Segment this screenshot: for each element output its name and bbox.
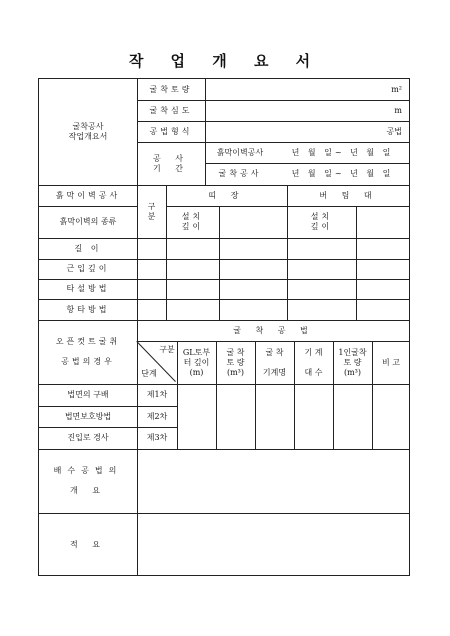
row-piling-method-label: 항타방법	[66, 304, 110, 314]
machine-count-header: 기 계 대 수	[304, 347, 323, 377]
open-cut-section-label: 오픈컷트굴취 공법의경우	[55, 337, 121, 366]
excavation-volume-header: 굴 착 토 량 (m³)	[226, 347, 245, 377]
slope-gradient-label: 법면의 구배	[67, 390, 109, 399]
excavation-volume-unit: m²	[391, 84, 402, 94]
wale-install-depth: 설치 깊이	[181, 212, 204, 231]
stage-header: 단계	[141, 369, 157, 378]
gubun-label: 구 분	[147, 201, 156, 221]
retaining-type-label: 흙막이벽의 종류	[59, 217, 117, 226]
excavation-section-label: 굴착공사 작업개요서	[68, 122, 108, 141]
per-person-volume-header: 1인굴착 토 량 (m³)	[338, 347, 367, 377]
construction-period-label: 공 사 기 간	[153, 153, 189, 173]
excavator-name-header: 굴 착 기계명	[262, 347, 287, 377]
row-length-label: 길 이	[74, 243, 102, 253]
depth-from-gl-header: GL토부 터 깊이 (m)	[182, 347, 211, 377]
excavation-depth-unit: m	[394, 105, 402, 115]
excavation-depth-label: 굴착심도	[149, 105, 193, 115]
period-excavation-label: 굴착공사	[218, 169, 262, 178]
strut-header: 버 팀 대	[319, 190, 378, 200]
stage-2-label: 제2차	[146, 411, 168, 421]
wale-header: 띠 장	[208, 190, 245, 200]
drainage-method-label: 배수공법의 개 요	[53, 466, 123, 495]
row-placement-method-label: 타설방법	[66, 284, 110, 293]
strut-install-depth: 설치 깊이	[310, 212, 333, 231]
stage-3-label: 제3차	[146, 433, 168, 442]
slope-protection-label: 법면보호방법	[64, 411, 112, 421]
remarks-header: 비 고	[382, 357, 400, 367]
retaining-section-label: 흙막이벽공사	[55, 190, 121, 200]
summary-label: 적 요	[70, 539, 106, 549]
page-title: 작 업 개 요 서	[128, 52, 322, 70]
excavation-volume-label: 굴착토량	[149, 84, 193, 94]
method-type-suffix: 공법	[386, 126, 402, 136]
method-type-label: 공법형식	[149, 126, 193, 136]
stage-1-label: 제1차	[146, 390, 168, 399]
access-road-slope-label: 진입로 경사	[67, 433, 109, 442]
excavation-method-header: 굴 착 공 법	[233, 325, 314, 335]
period-excavation-dates: 년 월 일~ 년 월 일	[291, 169, 394, 178]
gubun-header: 구분	[159, 345, 175, 354]
period-retaining-label: 흙막이벽공사	[216, 147, 264, 157]
row-embed-depth-label: 근입깊이	[66, 264, 110, 273]
work-overview-form	[38, 78, 410, 576]
period-retaining-dates: 년 월 일~ 년 월 일	[291, 147, 394, 157]
